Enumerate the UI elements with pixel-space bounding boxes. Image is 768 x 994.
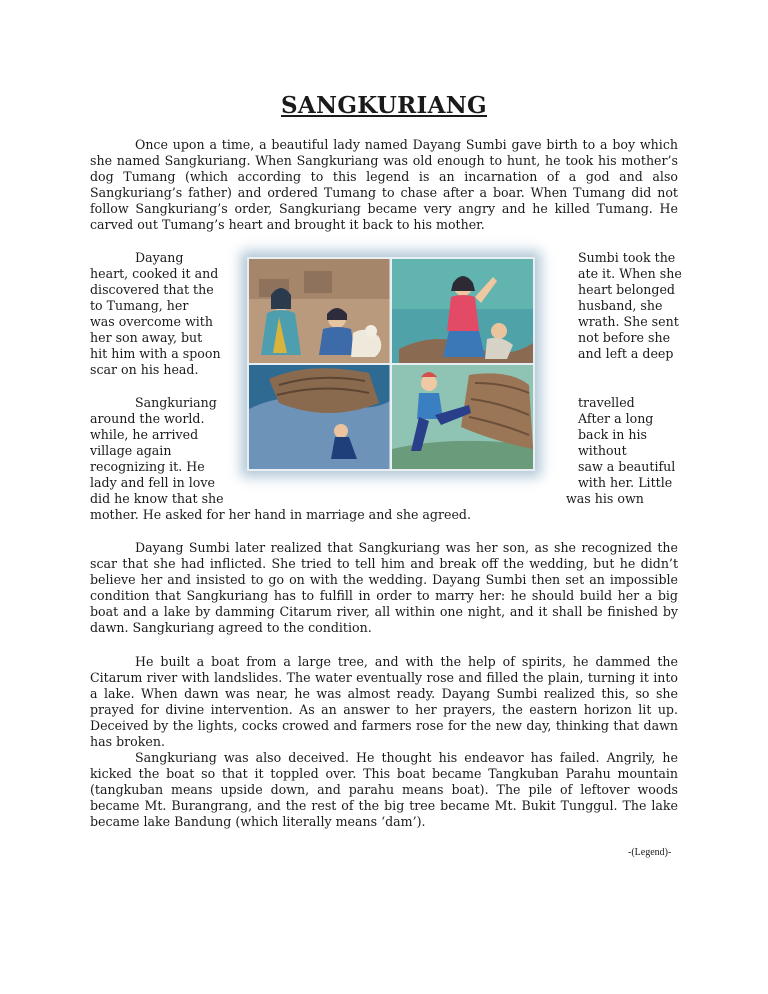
wrap2-right-line: with her. Little bbox=[578, 475, 673, 490]
wrap2-left-line: recognizing it. He bbox=[90, 459, 205, 474]
wrap1-right-line: wrath. She sent bbox=[578, 314, 679, 329]
paragraph-5-text: Sangkuriang was also deceived. He thought his endeavor has failed. Angrily, he kicked the boat so that it toppled over. This boat became Tangkuban Parahu mountain (tangkuban means upside down, and parahu means boat). The pile of leftover woods became Mt. Burangrang, and the rest of the big tree became Mt. Bukit Tunggul. The lake became lake Bandung (which literally means ‘dam’). bbox=[90, 750, 678, 829]
wrap1-left-line: heart, cooked it and bbox=[90, 266, 219, 281]
wrap2-left-line: lady and fell in love bbox=[90, 475, 215, 490]
source-note: -(Legend)- bbox=[628, 847, 672, 858]
wrap2-right-line: without bbox=[578, 443, 627, 458]
wrap1-left-line: Dayang bbox=[135, 250, 184, 265]
wrap2-left-line: did he know that she bbox=[90, 491, 224, 506]
wrap1-right-line: heart belonged bbox=[578, 282, 675, 297]
paragraph-3-text: Dayang Sumbi later realized that Sangkuriang was her son, as she recognized the scar that she had inflicted. She tried to tell him and break off the wedding, but he didn’t believe her and insisted to go on with the wedding. Dayang Sumbi then set an impossible condition that Sangkuriang has to fulfill in order to marry her: he should build her a big boat and a lake by damming Citarum river, all within one night, and it shall be finished by dawn. Sangkuriang agreed to the condition. bbox=[90, 540, 678, 635]
wrap2-left-line: village again bbox=[90, 443, 172, 458]
paragraph-3 bbox=[90, 540, 678, 635]
wrap2-right-line: saw a beautiful bbox=[578, 459, 676, 474]
wrap2-left-line: Sangkuriang bbox=[135, 395, 217, 410]
wrap1-right-line: ate it. When she bbox=[578, 266, 682, 281]
wrap1-left-line: her son away, but bbox=[90, 330, 203, 345]
wrap1-left-line: was overcome with bbox=[90, 314, 213, 329]
wrap1-last-line: scar on his head. bbox=[90, 362, 199, 377]
wrap2-right-line: After a long bbox=[578, 411, 654, 426]
wrap2-right-line: was his own bbox=[566, 491, 644, 506]
wrap2-right-line: back in his bbox=[578, 427, 648, 442]
wrap1-right-line: and left a deep bbox=[578, 346, 674, 361]
paragraph-1 bbox=[90, 137, 678, 232]
wrap1-left-line: to Tumang, her bbox=[90, 298, 189, 313]
wrap1-left-line: discovered that the bbox=[90, 282, 214, 297]
paragraph-4 bbox=[90, 654, 678, 749]
panel-mother-strikes bbox=[392, 259, 533, 363]
wrap1-right-line: Sumbi took the bbox=[578, 250, 676, 265]
wrap1-right-line: husband, she bbox=[578, 298, 663, 313]
wrap1-right-line: not before she bbox=[578, 330, 671, 345]
paragraph-5 bbox=[90, 750, 678, 830]
wrap2-right-line: travelled bbox=[578, 395, 635, 410]
wrap2-last-line: mother. He asked for her hand in marriage and she agreed. bbox=[90, 507, 471, 522]
panel-kicking-boat bbox=[392, 365, 533, 469]
wrap2-left-line: while, he arrived bbox=[90, 427, 199, 442]
wrap2-left-line: around the world. bbox=[90, 411, 205, 426]
paragraph-4-text: He built a boat from a large tree, and with the help of spirits, he dammed the Citarum river with landslides. The water eventually rose and filled the plain, turning it into a lake. When dawn was near, he was almost ready. Dayang Sumbi realized this, so she prayed for divine intervention. As an answer to her prayers, the eastern horizon lit up. Deceived by the lights, cocks crowed and farmers rose for the new day, thinking that dawn has broken. bbox=[90, 654, 678, 749]
paragraph-1-text: Once upon a time, a beautiful lady named Dayang Sumbi gave birth to a boy which she named Sangkuriang. When Sangkuriang was old enough to hunt, he took his mother’s dog Tumang (which according to this legend is an incarnation of a god and also Sangkuriang’s father) and ordered Tumang to chase after a boar. When Tumang did not follow Sangkuriang’s order, Sangkuriang became very angry and he killed Tumang. He carved out Tumang’s heart and brought it back to his mother. bbox=[90, 137, 678, 232]
illustration-svg bbox=[249, 259, 533, 469]
panel-boat-river bbox=[249, 365, 390, 469]
wrap1-left-line: hit him with a spoon bbox=[90, 346, 221, 361]
panel-mother-and-dog bbox=[249, 259, 390, 363]
page-title: SANGKURIANG bbox=[280, 92, 488, 119]
story-illustration bbox=[247, 257, 535, 471]
